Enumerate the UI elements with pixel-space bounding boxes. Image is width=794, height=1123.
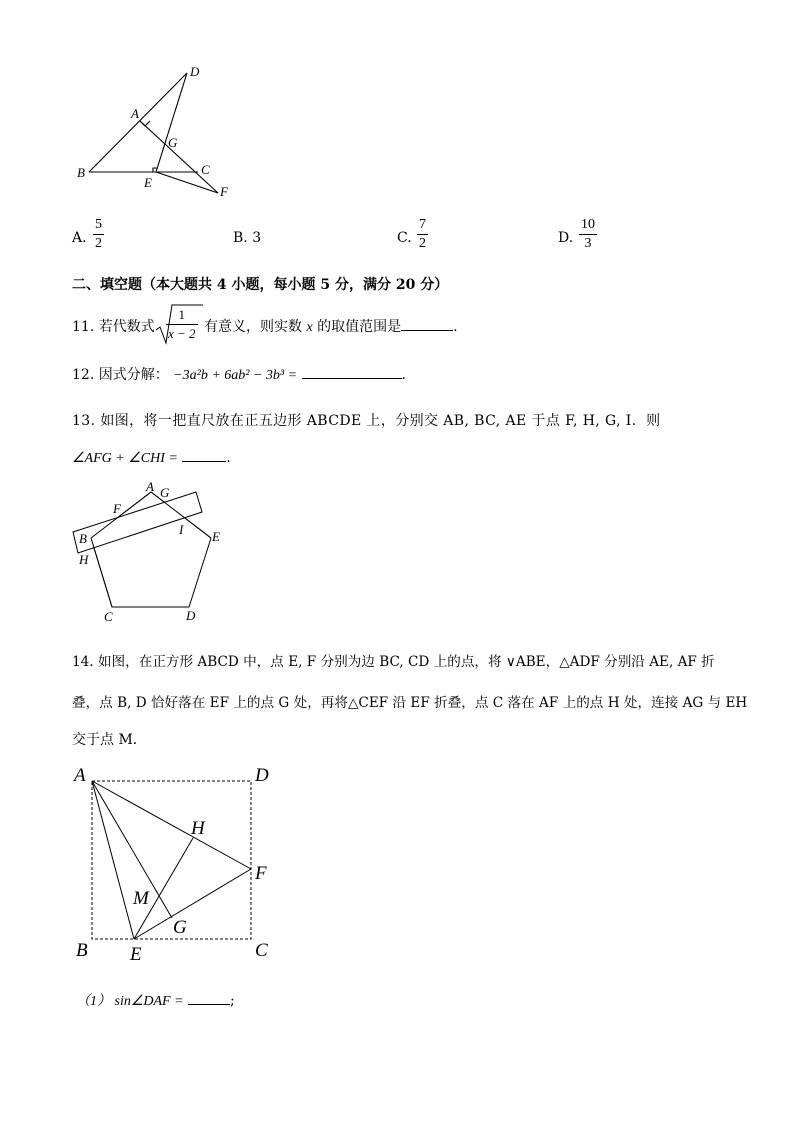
- q11-answer-blank[interactable]: [401, 318, 453, 331]
- section-2-heading: 二、填空题（本大题共 4 小题，每小题 5 分，满分 20 分）: [72, 277, 449, 293]
- q10-triangle-figure: [70, 60, 250, 205]
- q11-prefix: 11. 若代数式: [72, 319, 155, 335]
- q12-prefix: 12. 因式分解：: [72, 367, 169, 383]
- q14-label-d: D: [255, 765, 269, 786]
- q13-pentagon-figure: [70, 478, 230, 628]
- q10-label-g: G: [168, 135, 178, 150]
- q14-square-figure: [70, 760, 280, 965]
- question-11: [72, 316, 155, 336]
- q11-suffix: 有意义，则实数 x 的取值范围是 .: [204, 319, 458, 335]
- q13-label-c: C: [104, 609, 113, 624]
- q13-label-a: A: [146, 479, 154, 494]
- q14-label-b: B: [76, 940, 88, 961]
- q10-option-d-fraction: 10 3: [581, 217, 595, 251]
- q13-label-d: D: [186, 608, 196, 623]
- q13-label-i: I: [179, 522, 184, 537]
- q10-option-c-fraction: 7 2: [419, 217, 426, 251]
- q13-text-line2: ∠AFG + ∠CHI = .: [72, 450, 231, 466]
- q10-label-e: E: [144, 175, 152, 190]
- q13-label-f: F: [113, 501, 121, 516]
- q14-sub1-answer-blank[interactable]: [188, 992, 230, 1005]
- q13-answer-blank[interactable]: [182, 449, 226, 462]
- q10-label-c: C: [201, 162, 210, 177]
- q12-expression: −3a²b + 6ab² − 3b³ =: [173, 368, 298, 383]
- q10-option-a-fraction: 5 2: [95, 217, 102, 251]
- q10-label-a: A: [131, 106, 139, 121]
- q14-label-g: G: [173, 917, 187, 938]
- q12-answer-blank[interactable]: [302, 366, 402, 379]
- q11-radical-fraction: 1 x − 2: [168, 307, 196, 341]
- q13-label-h: H: [79, 552, 89, 567]
- q10-option-a-label: A.: [72, 230, 87, 246]
- q10-option-d-label: D.: [558, 230, 574, 246]
- q13-label-e: E: [212, 529, 220, 544]
- q14-label-m: M: [133, 888, 149, 909]
- q14-label-c: C: [255, 940, 268, 961]
- q14-label-h: H: [191, 818, 205, 839]
- q13-expression: ∠AFG + ∠CHI =: [72, 451, 178, 466]
- q10-option-c-label: C.: [397, 230, 412, 246]
- q10-label-f: F: [220, 184, 228, 199]
- q14-label-f: F: [255, 863, 267, 884]
- q14-label-e: E: [130, 944, 142, 965]
- q13-text-line1: 13. 如图，将一把直尺放在正五边形 ABCDE 上，分别交 AB, BC, AE 于点 F, H, G, I．则: [72, 413, 661, 429]
- q14-label-a: A: [74, 765, 86, 786]
- q14-sub-question-1: （1） sin∠DAF = ;: [76, 993, 235, 1009]
- q14-sub1-prefix: （1） sin∠DAF =: [76, 994, 184, 1009]
- q14-text-line2: 叠，点 B, D 恰好落在 EF 上的点 G 处，再将△CEF 沿 EF 折叠，点 C 落在 AF 上的点 H 处，连接 AG 与 EH: [72, 695, 748, 711]
- q13-label-g: G: [160, 485, 170, 500]
- q13-label-b: B: [79, 531, 87, 546]
- q10-option-b: B. 3: [233, 230, 262, 246]
- q10-label-d: D: [190, 64, 200, 79]
- q14-text-line1: 14. 如图，在正方形 ABCD 中，点 E, F 分别为边 BC, CD 上的点，将 ∨ABE，△ADF 分别沿 AE, AF 折: [72, 654, 715, 670]
- q14-text-line3: 交于点 M．: [72, 732, 147, 748]
- q10-label-b: B: [77, 165, 85, 180]
- question-12: 12. 因式分解： −3a²b + 6ab² − 3b³ = .: [72, 367, 406, 383]
